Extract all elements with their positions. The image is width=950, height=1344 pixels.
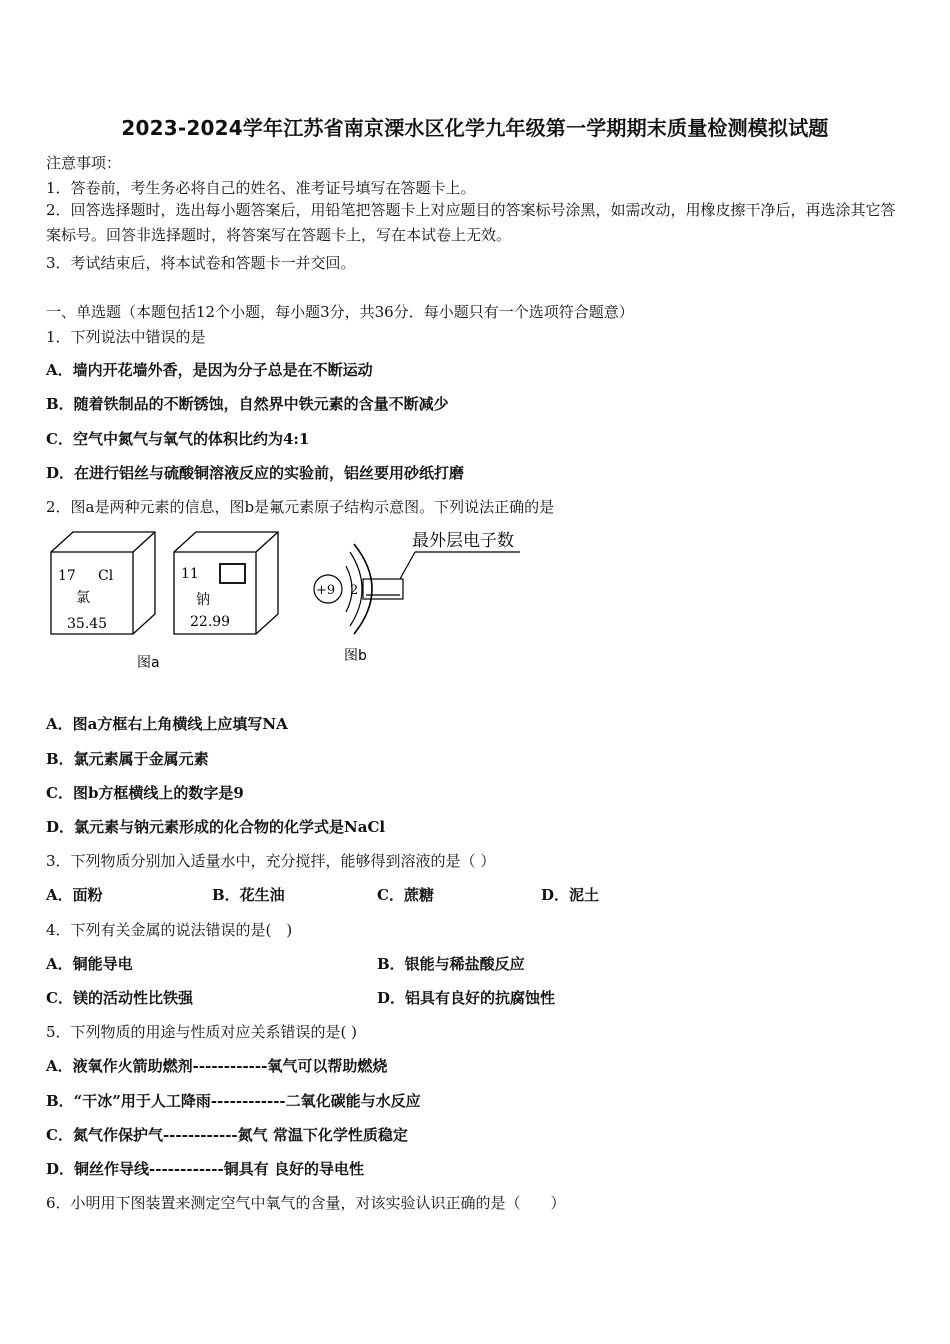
q5-stem: 5．下列物质的用途与性质对应关系错误的是( ) — [46, 1023, 358, 1041]
nucleus-charge: +9 — [316, 583, 336, 598]
q1-option-c: C．空气中氮气与氧气的体积比约为4:1 — [46, 430, 310, 448]
notice-item-2: 2．回答选择题时，选出每小题答案后，用铅笔把答题卡上对应题目的答案标号涂黑，如需改动，用橡皮擦干净后，再选涂其它答案标号。回答非选择题时，将答案写在答题卡上，写在本试卷上无效。 — [46, 201, 896, 244]
q2-stem: 2．图a是两种元素的信息，图b是氟元素原子结构示意图。下列说法正确的是 — [46, 498, 555, 516]
q1-stem: 1．下列说法中错误的是 — [46, 328, 206, 346]
na-atomic-mass: 22.99 — [190, 614, 231, 630]
q1-option-a: A．墙内开花墙外香，是因为分子总是在不断运动 — [46, 361, 373, 379]
q2-figure — [40, 522, 540, 672]
q3-option-c: C．蔗糖 — [377, 886, 434, 904]
q3-option-b: B．花生油 — [212, 886, 285, 904]
q3-option-d: D．泥土 — [541, 886, 600, 904]
q2-option-a: A．图a方框右上角横线上应填写NA — [46, 715, 288, 733]
cl-name: 氯 — [76, 590, 90, 606]
q3-option-a: A．面粉 — [46, 886, 103, 904]
q4-option-c: C．镁的活动性比铁强 — [46, 989, 193, 1007]
outer-electron-label: 最外层电子数 — [412, 531, 514, 551]
q4-option-a: A．铜能导电 — [46, 955, 133, 973]
section-heading: 一、单选题（本题包括12个小题，每小题3分，共36分．每小题只有一个选项符合题意） — [46, 303, 634, 321]
q1-option-d: D．在进行铝丝与硫酸铜溶液反应的实验前，铝丝要用砂纸打磨 — [46, 464, 465, 482]
caption-a: 图a — [137, 655, 160, 671]
q2-option-d: D．氯元素与钠元素形成的化合物的化学式是NaCl — [46, 818, 386, 836]
cl-symbol: Cl — [98, 568, 114, 584]
q2-option-c: C．图b方框横线上的数字是9 — [46, 784, 244, 802]
q5-option-d: D．铜丝作导线------------铜具有 良好的导电性 — [46, 1160, 364, 1178]
fluorine-atom-diagram — [314, 544, 520, 634]
q4-option-b: B．银能与稀盐酸反应 — [377, 955, 525, 973]
caption-b: 图b — [344, 648, 367, 664]
q5-option-a: A．液氧作火箭助燃剂------------氧气可以帮助燃烧 — [46, 1057, 388, 1075]
na-name: 钠 — [196, 592, 210, 608]
notice-heading: 注意事项： — [46, 154, 122, 172]
cl-atomic-mass: 35.45 — [67, 616, 108, 632]
q3-stem: 3．下列物质分别加入适量水中，充分搅拌，能够得到溶液的是（ ） — [46, 852, 496, 870]
q6-stem: 6．小明用下图装置来测定空气中氧气的含量，对该实验认识正确的是（ ） — [46, 1194, 566, 1212]
notice-item-1: 1．答卷前，考生务必将自己的姓名、准考证号填写在答题卡上。 — [46, 179, 476, 197]
notice-item-3: 3．考试结束后，将本试卷和答题卡一并交回。 — [46, 254, 356, 272]
page-title: 2023-2024学年江苏省南京溧水区化学九年级第一学期期末质量检测模拟试题 — [121, 116, 829, 140]
cl-atomic-number: 17 — [58, 568, 76, 584]
na-atomic-number: 11 — [181, 566, 199, 582]
inner-shell-electrons: 2 — [350, 583, 359, 598]
q5-option-b: B．“干冰”用于人工降雨------------二氧化碳能与水反应 — [46, 1092, 421, 1110]
q2-option-b: B．氯元素属于金属元素 — [46, 750, 209, 768]
q4-stem: 4．下列有关金属的说法错误的是( ) — [46, 921, 293, 939]
q4-option-d: D．铝具有良好的抗腐蚀性 — [377, 989, 556, 1007]
q1-option-b: B．随着铁制品的不断锈蚀，自然界中铁元素的含量不断减少 — [46, 395, 449, 413]
q5-option-c: C．氮气作保护气------------氮气 常温下化学性质稳定 — [46, 1126, 408, 1144]
